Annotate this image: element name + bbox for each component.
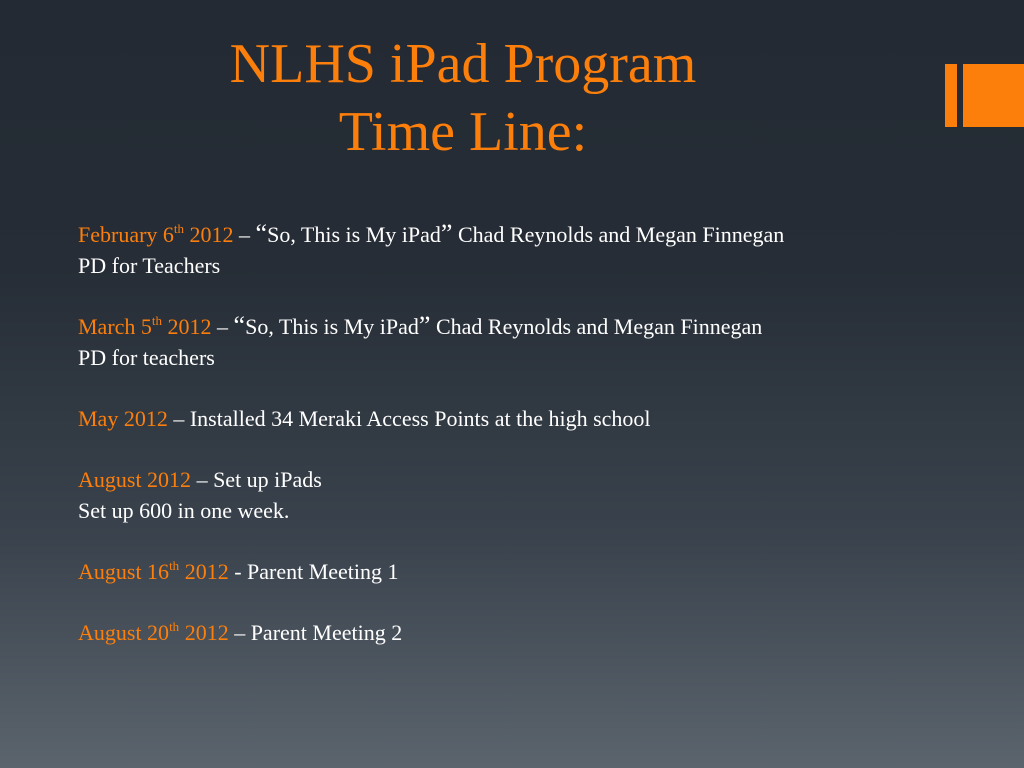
close-quote: ” [440, 219, 453, 248]
entry-date [78, 559, 229, 584]
entry-text: – Set up iPads [191, 467, 322, 492]
entry-detail: PD for teachers [78, 345, 215, 370]
timeline-entry-august-20 [78, 617, 978, 648]
date-ordinal: th [169, 557, 180, 573]
entry-text: - Parent Meeting 1 [228, 559, 399, 584]
timeline-list [78, 219, 978, 678]
date-ordinal: th [169, 618, 180, 634]
date-text: August 16 [78, 559, 170, 584]
date-year: 2012 [162, 314, 212, 339]
entry-date [78, 222, 234, 247]
date-year: 2012 [184, 222, 234, 247]
accent-bar-wide [963, 64, 1024, 127]
date-year: 2012 [179, 559, 229, 584]
entry-line [78, 219, 978, 250]
open-quote: “ [255, 219, 268, 248]
entry-line [78, 311, 978, 342]
close-quote: ” [418, 311, 431, 340]
date-text: August 20 [78, 620, 170, 645]
date-year: 2012 [179, 620, 229, 645]
entry-line [78, 556, 978, 587]
entry-date [78, 314, 212, 339]
title-line-1: NLHS iPad Program [229, 33, 697, 95]
presenters: Chad Reynolds and Megan Finnegan [430, 314, 763, 339]
date-ordinal: th [151, 312, 163, 328]
open-quote: “ [233, 311, 246, 340]
session-title: So, This is My iPad [267, 222, 441, 247]
separator: – [211, 314, 234, 339]
entry-text: – Parent Meeting 2 [228, 620, 403, 645]
accent-bar-thin [945, 64, 957, 127]
title-line-2: Time Line: [338, 101, 588, 163]
entry-line [78, 617, 978, 648]
timeline-entry-august [78, 464, 978, 526]
entry-date [78, 620, 229, 645]
entry-date: May 2012 [78, 406, 168, 431]
presenters: Chad Reynolds and Megan Finnegan [452, 222, 785, 247]
entry-line [78, 403, 978, 434]
date-text: February 6 [78, 222, 174, 247]
timeline-entry-may [78, 403, 978, 434]
timeline-entry-august-16 [78, 556, 978, 587]
entry-date: August 2012 [78, 467, 192, 492]
slide-title [140, 30, 786, 166]
session-title: So, This is My iPad [245, 314, 419, 339]
entry-detail: Set up 600 in one week. [78, 498, 290, 523]
separator: – [233, 222, 256, 247]
timeline-entry-march [78, 311, 978, 373]
entry-detail: PD for Teachers [78, 253, 221, 278]
entry-text: – Installed 34 Meraki Access Points at the high school [167, 406, 651, 431]
date-text: March 5 [78, 314, 152, 339]
date-ordinal: th [173, 220, 185, 236]
entry-line [78, 464, 978, 495]
timeline-entry-february [78, 219, 978, 281]
